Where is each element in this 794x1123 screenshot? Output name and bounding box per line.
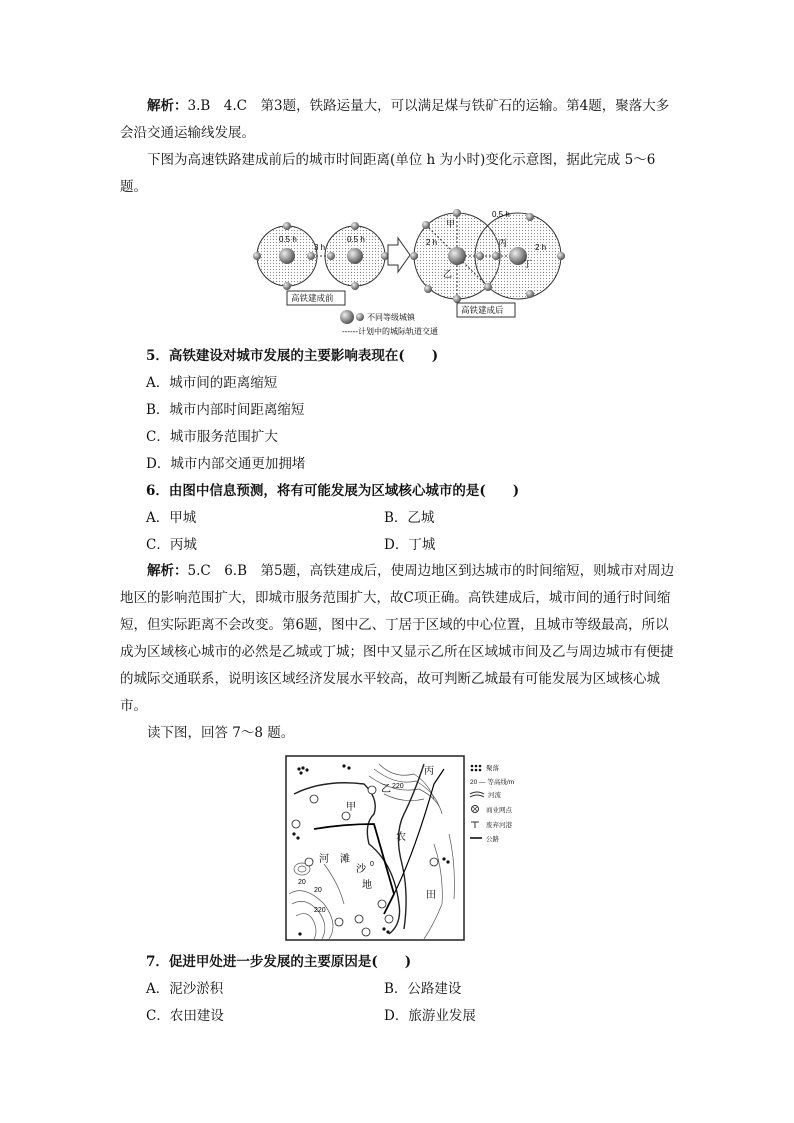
- q7-stem: 7．促进甲处进一步发展的主要原因是( ): [146, 954, 412, 970]
- svg-text:20: 20: [314, 887, 322, 894]
- legend-port: 废弃河港: [486, 822, 512, 829]
- svg-text:沙: 沙: [356, 864, 366, 875]
- q5-stem: 5．高铁建设对城市发展的主要影响表现在( ): [146, 348, 439, 364]
- high-speed-rail-figure: [230, 205, 570, 340]
- legend-road: 公路: [486, 836, 499, 843]
- q7-option-a[interactable]: A．泥沙淤积: [146, 981, 224, 997]
- label-0.5h-left: 0.5 h: [279, 235, 297, 244]
- answer-prefix: 解析：: [147, 98, 188, 114]
- label-0.5h-right: 0.5 h: [347, 235, 365, 244]
- legend-rail: ------计划中的城际轨道交通: [342, 327, 438, 336]
- svg-text:田: 田: [426, 890, 436, 901]
- arrow-icon: [388, 238, 410, 272]
- legend-contour: 20 — 等高线/m: [470, 779, 515, 786]
- svg-text:丙: 丙: [498, 238, 508, 248]
- svg-text:甲: 甲: [346, 802, 356, 813]
- q5-option-b[interactable]: B．城市内部时间距离缩短: [146, 402, 305, 418]
- svg-text:地: 地: [362, 880, 372, 891]
- answer-text: 3.B 4.C 第3题，铁路运量大，可以满足煤与铁矿石的运输。第4题，聚落大多会沿交通运输线发展。: [120, 98, 670, 141]
- label-before: 高铁建成前: [291, 293, 334, 303]
- label-after: 高铁建成后: [461, 305, 504, 315]
- legend-river: 河流: [488, 792, 501, 799]
- q6-stem: 6．由图中信息预测，将有可能发展为区域核心城市的是( ): [146, 483, 520, 499]
- svg-text:20: 20: [298, 879, 306, 886]
- legend-commerce: 商业网点: [486, 807, 512, 814]
- svg-text:滩: 滩: [340, 854, 350, 865]
- svg-text:0: 0: [370, 861, 374, 868]
- svg-text:甲: 甲: [446, 219, 456, 229]
- svg-text:220: 220: [392, 783, 404, 790]
- intro-5-6: 下图为高速铁路建成前后的城市时间距离(单位 h 为小时)变化示意图，据此完成 5～6 题。: [120, 152, 656, 195]
- q6-option-d[interactable]: D．丁城: [384, 537, 436, 553]
- svg-text:丁: 丁: [523, 259, 533, 269]
- svg-text:2 h: 2 h: [426, 238, 438, 247]
- q7-option-b[interactable]: B．公路建设: [384, 981, 462, 997]
- answer-5-6: [120, 558, 676, 720]
- q6-option-a[interactable]: A．甲城: [146, 510, 197, 526]
- svg-text:220: 220: [314, 907, 326, 914]
- q5-option-d[interactable]: D．城市内部交通更加拥堵: [146, 456, 306, 472]
- q6-option-b[interactable]: B．乙城: [384, 510, 435, 526]
- svg-text:乙: 乙: [381, 784, 391, 795]
- svg-text:2 h: 2 h: [535, 243, 547, 252]
- q6-option-c[interactable]: C．丙城: [146, 537, 197, 553]
- label-3h: 3 h: [314, 243, 326, 252]
- svg-text:0.5 h: 0.5 h: [492, 210, 510, 219]
- answer-prefix: 解析：: [147, 563, 188, 579]
- svg-text:乙: 乙: [443, 269, 453, 279]
- legend-settlement: 聚落: [486, 765, 499, 772]
- river-map-figure: [284, 754, 554, 944]
- q7-option-d[interactable]: D．旅游业发展: [384, 1008, 476, 1024]
- q5-option-c[interactable]: C．城市服务范围扩大: [146, 429, 278, 445]
- q5-option-a[interactable]: A．城市间的距离缩短: [146, 375, 278, 391]
- legend-towns: 不同等级城镇: [367, 313, 415, 322]
- answer-3-4: [120, 93, 676, 147]
- svg-text:河: 河: [319, 854, 329, 865]
- intro-7-8: 读下图，回答 7～8 题。: [147, 725, 295, 741]
- q7-option-c[interactable]: C．农田建设: [146, 1008, 224, 1024]
- svg-text:丙: 丙: [424, 766, 434, 777]
- svg-text:农: 农: [396, 832, 406, 843]
- answer-text: 5.C 6.B 第5题，高铁建成后，使周边地区到达城市的时间缩短，则城市对周边地区的影响范围扩大，即城市服务范围扩大，故C项正确。高铁建成后，城市间的通行时间缩短，但实际距离不会改变。第6题，图中乙、丁居于区域的中心位置，且城市等级最高，所以成为区域核心城市的必然是乙城或丁城；图中又显示乙所在区域城市间及乙与周边城市有便捷的城际交通联系，说明该区域经济发展水平较高，故可判断乙城最有可能发展为区域核心城市。: [120, 563, 675, 714]
